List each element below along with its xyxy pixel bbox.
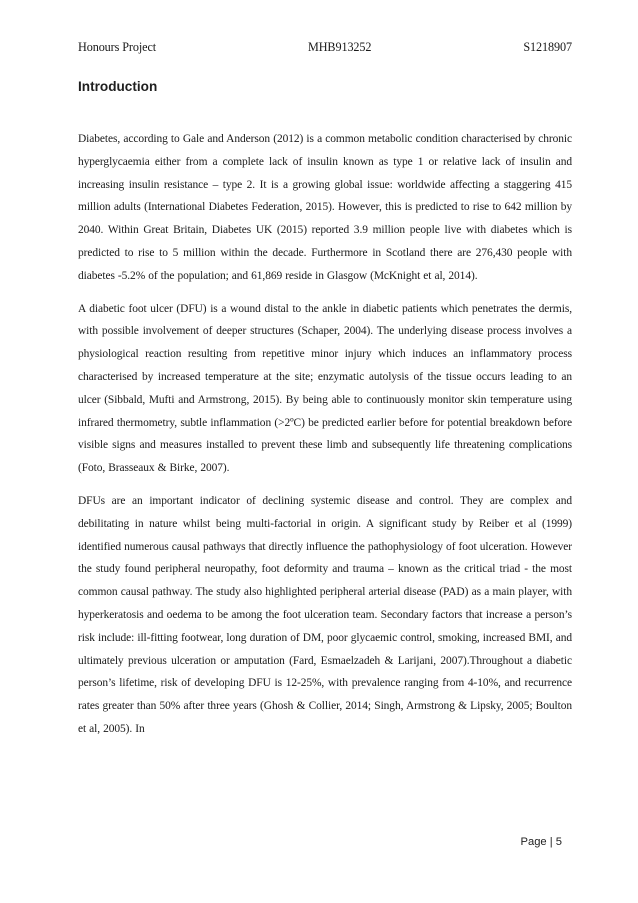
page-header bbox=[78, 40, 572, 55]
document-body bbox=[78, 128, 572, 751]
header-project-title: Honours Project bbox=[78, 40, 157, 54]
paragraph-dfu-risk-factors: DFUs are an important indicator of declining systemic disease and control. They are complex and debilitating in nature whilst being multi-factorial in origin. A significant study by Reiber et al (1999) identified numerous causal pathways that directly influence the pathophysiology of foot ulceration. However the study found peripheral neuropathy, foot deformity and trauma – known as the critical triad - the most common causal pathway. The study also highlighted peripheral arterial disease (PAD) as a main player, with hyperkeratosis and oedema to be among the foot ulceration team. Secondary factors that increase a person’s risk include: ill-fitting footwear, long duration of DM, poor glycaemic control, smoking, increased BMI, and ultimately previous ulceration or amputation (Fard, Esmaelzadeh & Larijani, 2007).Throughout a diabetic person’s lifetime, risk of developing DFU is 12-25%, with prevalence ranging from 4-10%, and recurrence rates greater than 50% after three years (Ghosh & Collier, 2014; Singh, Armstrong & Lipsky, 2005; Boulton et al, 2005). In bbox=[78, 494, 572, 735]
header-student-id: S1218907 bbox=[523, 40, 572, 54]
paragraph-diabetes-overview: Diabetes, according to Gale and Anderson (2012) is a common metabolic condition characterised by chronic hyperglycaemia either from a complete lack of insulin known as type 1 or relative lack of insulin and increasing insulin resistance – type 2. It is a growing global issue: worldwide affecting a staggering 415 million adults (International Diabetes Federation, 2015). However, this is predicted to rise to 642 million by 2040. Within Great Britain, Diabetes UK (2015) reported 3.9 million people live with diabetes which is predicted to rise to 5 million within the decade. Furthermore in Scotland there are 276,430 people with diabetes -5.2% of the population; and 61,869 reside in Glasgow (McKnight et al, 2014). bbox=[78, 133, 572, 282]
page-number: Page | 5 bbox=[520, 836, 562, 848]
header-module-code: MHB913252 bbox=[307, 40, 372, 54]
paragraph-dfu-definition: A diabetic foot ulcer (DFU) is a wound distal to the ankle in diabetic patients which penetrates the dermis, with possible involvement of deeper structures (Schaper, 2004). The underlying disease process involves a physiological reaction resulting from repetitive minor injury which induces an inflammatory process characterised by increased temperature at the site; enzymatic autolysis of the tissue occurs leading to an ulcer (Sibbald, Mufti and Armstrong, 2015). By being able to continuously monitor skin temperature using infrared thermometry, subtle inflammation (>2ºC) be predicted earlier before for potential breakdown before visible signs and measures installed to prevent these limb and subsequently life threatening complications (Foto, Brasseaux & Birke, 2007). bbox=[78, 302, 572, 475]
section-heading: Introduction bbox=[78, 79, 158, 94]
